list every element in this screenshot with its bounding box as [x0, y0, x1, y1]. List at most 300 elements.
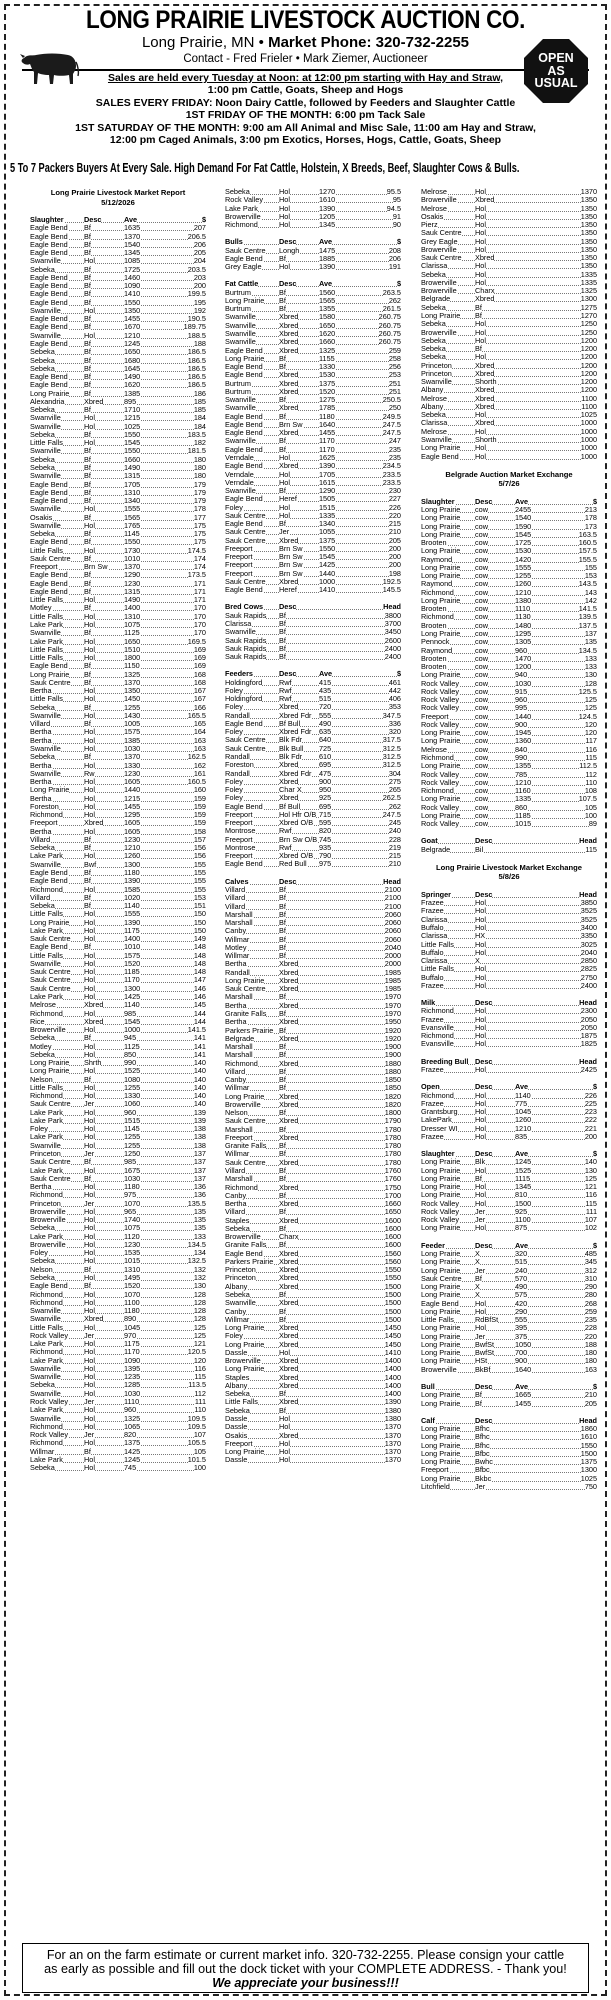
table-row — [225, 1341, 401, 1349]
price-cell: 158 — [193, 827, 206, 836]
table-row — [225, 1365, 401, 1373]
desc-cell: Xbred — [279, 1324, 299, 1333]
weight-cell: 1275 — [319, 396, 336, 405]
price-cell: 132 — [193, 1274, 206, 1282]
table-header-row — [421, 1417, 597, 1425]
price-cell: 184 — [193, 422, 206, 431]
table-row — [30, 348, 206, 356]
weight-cell: Ave — [319, 280, 333, 289]
packers-banner: 5 To 7 Packers Buyers At Every Sale. High Demand For Fat Cattle, Holstein, X Breeds, Beef, Slaughter Cows & Bulls. — [10, 160, 520, 175]
table-row — [30, 224, 206, 232]
desc-cell: Hol — [475, 1023, 486, 1032]
table-row — [30, 886, 206, 894]
table-row — [30, 1291, 206, 1299]
weight-cell: 1230 — [124, 579, 141, 588]
table-row — [30, 505, 206, 513]
table-row — [225, 1382, 401, 1390]
weight-cell: 745 — [319, 835, 332, 844]
location-cell: Pennock — [421, 638, 450, 647]
price-cell: 116 — [585, 745, 597, 754]
price-cell: 1350 — [580, 229, 597, 238]
price-cell: 1000 — [580, 444, 597, 453]
price-cell: 227 — [388, 495, 401, 504]
price-cell: 107 — [193, 1431, 206, 1440]
table-row — [421, 1167, 597, 1175]
location-cell: Princeton — [421, 361, 452, 370]
location-cell: Eagle Bend — [30, 290, 68, 299]
weight-cell: 900 — [515, 1357, 528, 1366]
weight-cell: 1030 — [124, 745, 141, 753]
location-cell: Sauk Centre — [225, 528, 266, 537]
weight-cell: 1725 — [515, 539, 532, 548]
price-cell: 132.5 — [187, 1257, 206, 1266]
desc-cell: Bkbc — [475, 1474, 492, 1483]
price-cell: 1880 — [384, 1059, 401, 1068]
weight-cell: 1675 — [124, 1166, 141, 1175]
price-cell: 155 — [584, 563, 597, 572]
price-cell: 3525 — [580, 915, 597, 924]
weight-cell: 1490 — [124, 596, 141, 605]
price-cell: 2600 — [384, 636, 401, 645]
weight-cell: 1575 — [124, 728, 141, 737]
price-cell: 183.5 — [187, 430, 206, 439]
price-cell: 2040 — [580, 948, 597, 957]
price-cell: $ — [201, 216, 206, 224]
row-spacer — [421, 854, 597, 863]
price-cell: 1350 — [580, 204, 597, 213]
desc-cell: Xbred — [279, 1357, 299, 1366]
desc-cell: Xbred — [279, 1266, 299, 1275]
table-row — [421, 320, 597, 328]
desc-cell: Hol — [84, 1141, 95, 1150]
table-row — [225, 1051, 401, 1059]
location-cell: Brooten — [421, 663, 447, 672]
desc-cell: Hol — [279, 453, 290, 462]
location-cell: Long Prairie — [225, 354, 265, 363]
price-cell: 137 — [193, 1150, 206, 1159]
price-cell: 247.5 — [382, 420, 401, 429]
desc-cell: Hol — [279, 221, 290, 230]
location-cell: Melrose — [421, 204, 447, 213]
location-cell: Sauk Centre — [30, 554, 71, 563]
weight-cell: 1885 — [319, 254, 336, 263]
price-cell: 1350 — [580, 221, 597, 230]
desc-cell: Jer — [84, 1331, 95, 1340]
price-cell: 1370 — [384, 1423, 401, 1432]
weight-cell: 1740 — [124, 1216, 141, 1225]
price-cell: 2060 — [384, 919, 401, 928]
location-cell: Swanville — [30, 447, 61, 456]
desc-cell: BwfSt — [475, 1340, 495, 1349]
desc-cell: Hol — [475, 940, 486, 949]
desc-cell: Desc — [475, 1057, 493, 1066]
desc-cell: Hol — [475, 270, 486, 279]
location-cell: Eagle Bend — [30, 298, 68, 307]
price-cell: 148 — [193, 968, 206, 977]
desc-cell: Blk — [475, 1158, 486, 1167]
location-cell: Rock Valley — [421, 720, 459, 729]
desc-cell: Hol — [84, 976, 95, 985]
desc-cell: Bf — [84, 844, 91, 853]
desc-cell: Hol — [84, 1183, 95, 1192]
price-cell: 234.5 — [382, 462, 401, 471]
price-cell: 1600 — [384, 1224, 401, 1233]
row-spacer — [30, 207, 206, 216]
weight-cell: 1800 — [124, 654, 141, 663]
location-cell: Sebeka — [30, 1274, 55, 1282]
desc-cell: Bf — [84, 902, 91, 911]
weight-cell: 1650 — [124, 348, 141, 357]
price-cell: 159 — [193, 819, 206, 828]
location-cell: Marshall — [225, 993, 253, 1002]
desc-cell: cow — [475, 745, 488, 754]
table-row — [225, 985, 401, 993]
weight-cell: 1285 — [124, 1381, 141, 1390]
table-row — [421, 1275, 597, 1283]
location-cell: Sebeka — [421, 320, 446, 329]
location-cell: Raymond — [421, 580, 453, 589]
location-cell: Eagle Bend — [30, 480, 68, 489]
table-row — [30, 447, 206, 455]
desc-cell: Hol — [84, 645, 95, 654]
weight-cell: 1110 — [124, 1397, 140, 1406]
desc-cell: Bf — [84, 224, 91, 233]
price-cell: 1850 — [384, 1084, 401, 1093]
table-row — [225, 1374, 401, 1382]
price-cell: 203 — [193, 273, 206, 282]
location-cell: Freeport — [225, 819, 253, 828]
location-cell: Long Prairie — [421, 1324, 461, 1333]
location-cell: Browerville — [421, 1365, 457, 1374]
location-cell: Little Falls — [225, 1398, 258, 1407]
table-row — [421, 663, 597, 671]
price-cell: $ — [592, 1383, 597, 1391]
price-cell: 109.5 — [187, 1414, 206, 1423]
desc-cell: Hol — [84, 1249, 95, 1258]
desc-cell: Hol — [475, 188, 486, 196]
location-cell: Sauk Centre — [225, 985, 266, 994]
location-cell: Grey Eagle — [225, 263, 262, 272]
price-cell: 2750 — [580, 973, 597, 982]
location-cell: Nelson — [30, 1075, 53, 1084]
location-cell: Rock Valley — [30, 1397, 68, 1406]
price-cell: 1750 — [384, 1183, 401, 1192]
location-cell: Slaughter — [421, 1150, 455, 1159]
weight-cell: 895 — [124, 397, 137, 406]
price-cell: 1760 — [384, 1175, 401, 1184]
table-row — [225, 811, 401, 819]
desc-cell: Xbred — [279, 1018, 299, 1027]
price-cell: 130 — [584, 1166, 597, 1175]
location-cell: Sebeka — [30, 703, 55, 712]
column-3 — [421, 188, 597, 1491]
location-cell: Eagle Bend — [225, 495, 263, 504]
table-row — [421, 1267, 597, 1275]
table-row — [225, 969, 401, 977]
price-cell: 112 — [194, 1389, 206, 1398]
table-row — [30, 257, 206, 265]
table-row — [30, 1076, 206, 1084]
table-row — [30, 1117, 206, 1125]
location-cell: Villard — [225, 1067, 246, 1076]
desc-cell: cow — [475, 555, 488, 564]
location-cell: Lake Park — [30, 1406, 63, 1415]
price-cell: 115 — [585, 754, 597, 762]
location-cell: Long Prairie — [421, 1458, 461, 1467]
price-cell: 141 — [193, 1050, 206, 1059]
location-cell: Feeders — [225, 670, 253, 679]
desc-cell: Bf — [84, 298, 91, 307]
location-cell: Eagle Bend — [225, 802, 263, 811]
location-cell: Richmond — [225, 1059, 258, 1068]
location-cell: Sauk Centre — [225, 1158, 266, 1167]
weight-cell: 960 — [515, 646, 528, 655]
weight-cell: Ave — [515, 1150, 529, 1159]
table-row — [421, 795, 597, 803]
price-cell: 159 — [193, 802, 206, 811]
price-cell: 2040 — [384, 943, 401, 952]
table-row — [421, 386, 597, 394]
weight-cell: 1390 — [319, 263, 336, 272]
price-cell: 1790 — [384, 1117, 401, 1126]
price-cell: 1200 — [580, 386, 597, 395]
weight-cell: 1145 — [124, 1125, 140, 1134]
table-row — [421, 411, 597, 419]
location-cell: Canby — [225, 1076, 247, 1085]
weight-cell: 1000 — [124, 1026, 141, 1035]
table-row — [30, 1249, 206, 1257]
weight-cell: 1290 — [319, 487, 336, 496]
desc-cell: Bf — [84, 893, 91, 902]
weight-cell: 1335 — [319, 511, 336, 520]
location-cell: Richmond — [30, 1009, 63, 1018]
location-cell: Long Prairie — [421, 547, 461, 556]
price-cell: 132 — [193, 1265, 206, 1274]
price-cell: 170 — [193, 604, 206, 613]
desc-cell: Hol — [84, 827, 95, 836]
desc-cell: Bf — [279, 1043, 286, 1052]
location-cell: Sebeka — [421, 303, 446, 312]
location-cell: Litchfield — [421, 1482, 450, 1491]
table-row — [30, 323, 206, 331]
weight-cell: 1555 — [124, 505, 141, 514]
desc-cell: Bf — [279, 1167, 286, 1176]
table-row — [30, 1406, 206, 1414]
desc-cell: Bf — [279, 611, 286, 620]
table-row — [225, 371, 401, 379]
weight-cell: 1455 — [319, 429, 336, 438]
desc-cell: cow — [475, 580, 488, 589]
desc-cell: Bf — [84, 323, 91, 332]
table-row — [421, 1483, 597, 1491]
table-row — [225, 1217, 401, 1225]
table-row — [225, 446, 401, 454]
price-cell: 262 — [388, 296, 401, 305]
desc-cell: Hol — [475, 965, 486, 974]
desc-cell: cow — [475, 588, 488, 597]
table-row — [30, 1307, 206, 1315]
table-row — [225, 247, 401, 255]
price-cell: 91 — [392, 212, 401, 221]
weight-cell: 840 — [515, 745, 528, 754]
location-cell: Freeport — [30, 563, 58, 572]
location-cell: Osakis — [225, 1431, 248, 1440]
location-cell: Freeport — [225, 1133, 253, 1142]
table-row — [30, 1332, 206, 1340]
desc-cell: Hol — [84, 546, 95, 555]
desc-cell: Xbred — [279, 985, 299, 994]
table-row — [421, 271, 597, 279]
desc-cell: Hol — [475, 923, 486, 932]
location-cell: Swanville — [30, 1389, 61, 1398]
price-cell: 169 — [193, 662, 206, 671]
table-row — [30, 1051, 206, 1059]
table-row — [225, 720, 401, 728]
price-cell: 1780 — [384, 1158, 401, 1167]
table-row — [225, 553, 401, 561]
price-cell: 161 — [193, 769, 206, 778]
table-row — [421, 556, 597, 564]
desc-cell: Hol — [475, 229, 486, 238]
desc-cell: Bf — [84, 538, 91, 547]
desc-cell: cow — [475, 671, 488, 680]
location-cell: Princeton — [421, 369, 452, 378]
desc-cell: Hol — [475, 1099, 486, 1108]
desc-cell: Hol — [84, 596, 95, 605]
location-cell: Verndale — [225, 453, 254, 462]
table-row — [421, 916, 597, 924]
table-row — [421, 696, 597, 704]
table-row — [225, 255, 401, 263]
location-cell: Lake Park — [30, 637, 63, 646]
price-cell: 245 — [388, 819, 401, 828]
desc-cell: Xbred — [475, 196, 495, 205]
desc-cell: Hol — [84, 926, 95, 935]
location-cell: Long Prairie — [421, 1449, 461, 1458]
desc-cell: Hol — [84, 1274, 95, 1282]
price-cell: 180 — [584, 1357, 597, 1366]
price-cell: 1800 — [384, 1109, 401, 1118]
weight-cell: 970 — [124, 1331, 137, 1340]
price-cell: 312.5 — [382, 744, 401, 753]
price-cell: 247.5 — [382, 429, 401, 438]
weight-cell: 420 — [515, 1299, 528, 1308]
location-cell: Parkers Prairie — [225, 1026, 274, 1035]
weight-cell: 1340 — [124, 497, 141, 506]
table-row — [225, 213, 401, 221]
location-cell: Swanville — [30, 745, 61, 753]
price-cell: 200 — [584, 1132, 597, 1141]
table-row — [421, 1316, 597, 1324]
row-spacer — [421, 828, 597, 837]
weight-cell: 1045 — [124, 1323, 141, 1332]
price-cell: 135 — [193, 1224, 206, 1233]
location-cell: Randall — [225, 769, 250, 778]
location-cell: Swanville — [225, 329, 256, 338]
desc-cell: Bf — [279, 1291, 286, 1299]
weight-cell: 1295 — [124, 811, 141, 820]
location-cell: Melrose — [421, 188, 447, 196]
table-header-row — [421, 498, 597, 506]
price-cell: 210 — [388, 528, 401, 537]
desc-cell: Hol — [84, 1116, 95, 1125]
table-row — [225, 1060, 401, 1068]
table-row — [225, 886, 401, 894]
location-cell: Long Prairie — [225, 1340, 265, 1349]
table-row — [225, 263, 401, 271]
desc-cell: Hol — [84, 1373, 95, 1382]
table-row — [421, 1125, 597, 1133]
table-row — [30, 340, 206, 348]
table-row — [225, 993, 401, 1001]
table-row — [225, 471, 401, 479]
location-cell: Long Prairie — [225, 976, 265, 985]
desc-cell: Desc — [475, 1241, 493, 1250]
weight-cell: 1580 — [319, 313, 336, 322]
desc-cell: Hol — [84, 885, 95, 894]
price-cell: 136 — [193, 1191, 206, 1200]
price-cell: 145.5 — [382, 586, 401, 595]
desc-cell: X — [475, 1291, 480, 1300]
weight-cell: 990 — [124, 1059, 137, 1068]
location-cell: Marshall — [225, 1043, 253, 1052]
weight-cell: 1390 — [124, 918, 141, 927]
price-cell: 180 — [193, 472, 206, 481]
price-cell: 148 — [193, 951, 206, 960]
desc-cell: Bfhc — [475, 1441, 490, 1450]
location-cell: Swanville — [225, 313, 256, 322]
price-cell: 170 — [193, 629, 206, 638]
price-cell: 107.5 — [578, 795, 597, 804]
price-cell: 147 — [193, 976, 206, 985]
price-cell: 95.5 — [386, 188, 401, 196]
desc-cell: cow — [475, 547, 488, 556]
table-row — [421, 453, 597, 461]
weight-cell: 975 — [124, 1191, 137, 1200]
price-cell: 166 — [193, 703, 206, 712]
location-cell: Eagle Bend — [225, 860, 263, 869]
location-cell: Long Prairie — [421, 1174, 461, 1183]
desc-cell: Bf — [279, 1009, 286, 1018]
price-cell: 137 — [193, 1166, 206, 1175]
table-row — [30, 1431, 206, 1439]
desc-cell: X — [475, 1250, 480, 1259]
table-row — [30, 778, 206, 786]
location-cell: Richmond — [225, 1183, 258, 1192]
location-cell: Foreston — [30, 802, 59, 811]
price-cell: 261.5 — [382, 305, 401, 314]
table-row — [421, 395, 597, 403]
location-cell: Swanville — [225, 1299, 256, 1308]
location-cell: Melrose — [30, 1001, 56, 1010]
table-row — [30, 290, 206, 298]
location-cell: Granite Falls — [225, 1142, 267, 1151]
weight-cell: 570 — [515, 1274, 528, 1283]
weight-cell: 1180 — [124, 868, 140, 877]
price-cell: 208 — [388, 246, 401, 255]
weight-cell: 1010 — [124, 554, 141, 563]
price-cell: 1820 — [384, 1100, 401, 1109]
location-cell: Burtrum — [225, 387, 251, 396]
weight-cell: 1310 — [124, 488, 141, 497]
weight-cell: 1650 — [319, 321, 336, 330]
price-cell: 134.5 — [578, 646, 597, 655]
price-cell: 133 — [193, 1232, 206, 1241]
price-cell: $ — [396, 670, 401, 679]
desc-cell: Xbred — [279, 1274, 299, 1283]
desc-cell: Hol — [84, 1207, 95, 1216]
price-cell: 3450 — [384, 628, 401, 637]
